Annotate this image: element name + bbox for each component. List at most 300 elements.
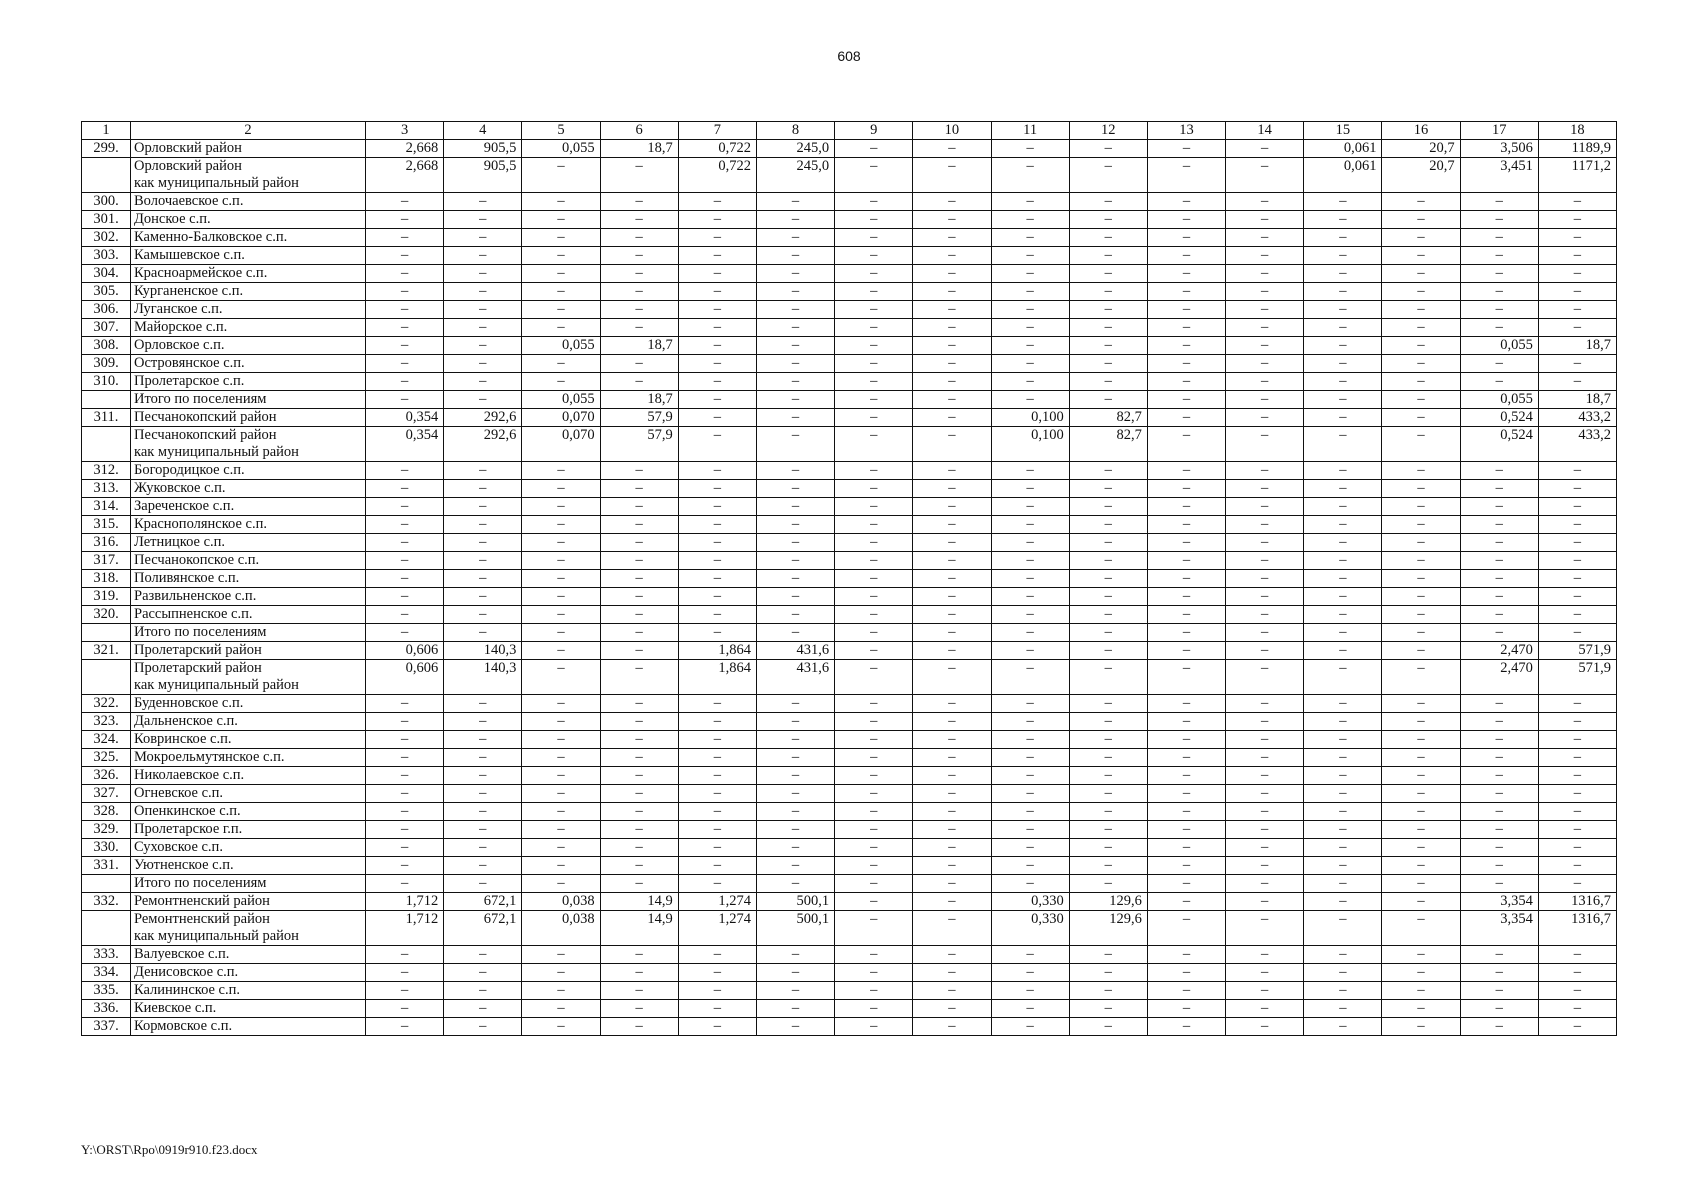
row-value: – <box>600 193 678 211</box>
row-value: – <box>1069 946 1147 964</box>
row-value: – <box>1069 713 1147 731</box>
row-value: – <box>522 552 600 570</box>
row-value: – <box>366 731 444 749</box>
row-value: – <box>1147 337 1225 355</box>
row-number: 308. <box>82 337 131 355</box>
row-value: – <box>1382 516 1460 534</box>
row-value: 0,330 <box>991 893 1069 911</box>
column-header: 17 <box>1460 122 1538 140</box>
row-value: – <box>991 713 1069 731</box>
row-value: – <box>835 391 913 409</box>
table-row <box>82 516 1617 534</box>
row-value: – <box>1382 624 1460 642</box>
row-value: – <box>1147 373 1225 391</box>
row-value: – <box>1382 982 1460 1000</box>
row-value: – <box>444 1000 522 1018</box>
row-value: – <box>1382 588 1460 606</box>
row-value: – <box>444 301 522 319</box>
row-value: – <box>366 821 444 839</box>
row-value: – <box>756 498 834 516</box>
row-number: 302. <box>82 229 131 247</box>
row-value: – <box>1147 588 1225 606</box>
row-value: – <box>913 695 991 713</box>
row-value: – <box>991 319 1069 337</box>
row-value: – <box>600 785 678 803</box>
row-value: – <box>756 1018 834 1036</box>
row-value: – <box>678 247 756 265</box>
row-value: – <box>522 498 600 516</box>
row-value: – <box>1069 391 1147 409</box>
row-value: 0,606 <box>366 642 444 660</box>
row-value: – <box>522 821 600 839</box>
row-number: 326. <box>82 767 131 785</box>
row-value: – <box>366 462 444 480</box>
row-value: – <box>1460 552 1538 570</box>
row-value: – <box>991 337 1069 355</box>
row-value: – <box>756 516 834 534</box>
row-number <box>82 660 131 695</box>
row-value: 292,6 <box>444 427 522 462</box>
column-header: 15 <box>1304 122 1382 140</box>
row-value: – <box>1226 193 1304 211</box>
row-value: – <box>678 695 756 713</box>
row-value: – <box>1382 462 1460 480</box>
file-path-footer: Y:\ORST\Rpo\0919r910.f23.docx <box>81 1142 258 1157</box>
row-value: – <box>522 319 600 337</box>
row-number: 318. <box>82 570 131 588</box>
row-value: – <box>1304 964 1382 982</box>
row-value: – <box>1069 140 1147 158</box>
row-value: – <box>678 803 756 821</box>
row-value: – <box>913 1000 991 1018</box>
row-value: – <box>991 498 1069 516</box>
row-value: – <box>756 982 834 1000</box>
row-value: – <box>913 839 991 857</box>
row-value: – <box>1460 373 1538 391</box>
row-value: – <box>756 193 834 211</box>
row-value: – <box>678 516 756 534</box>
row-value: – <box>1147 893 1225 911</box>
row-value: – <box>444 588 522 606</box>
row-value: – <box>1304 695 1382 713</box>
table-row <box>82 552 1617 570</box>
row-name: Красноармейское с.п. <box>131 265 366 283</box>
row-value: – <box>1538 964 1616 982</box>
row-value: – <box>991 1000 1069 1018</box>
row-value: – <box>1147 911 1225 946</box>
row-value: – <box>913 713 991 731</box>
row-value: – <box>1304 821 1382 839</box>
row-value: – <box>756 265 834 283</box>
row-value: – <box>835 427 913 462</box>
row-value: – <box>756 785 834 803</box>
row-value: 0,055 <box>522 140 600 158</box>
row-value: – <box>1226 803 1304 821</box>
row-value: 0,055 <box>522 337 600 355</box>
row-value: – <box>1460 301 1538 319</box>
table-row <box>82 462 1617 480</box>
row-value: – <box>913 355 991 373</box>
row-value: – <box>444 713 522 731</box>
row-value: – <box>913 767 991 785</box>
row-value: – <box>1226 301 1304 319</box>
row-value: – <box>366 319 444 337</box>
row-value: – <box>1304 642 1382 660</box>
column-header: 2 <box>131 122 366 140</box>
row-value: – <box>1069 229 1147 247</box>
row-value: – <box>366 534 444 552</box>
row-value: – <box>1069 498 1147 516</box>
row-value: 1,274 <box>678 893 756 911</box>
row-value: 18,7 <box>600 140 678 158</box>
row-value: – <box>1069 695 1147 713</box>
row-value: – <box>522 946 600 964</box>
row-value: – <box>991 946 1069 964</box>
row-name: Камышевское с.п. <box>131 247 366 265</box>
row-name: Поливянское с.п. <box>131 570 366 588</box>
row-value: 3,451 <box>1460 158 1538 193</box>
row-value: – <box>1147 301 1225 319</box>
row-value: – <box>366 265 444 283</box>
row-value: – <box>1147 265 1225 283</box>
row-value: – <box>366 839 444 857</box>
row-value: – <box>756 534 834 552</box>
row-value: – <box>835 713 913 731</box>
row-value: – <box>1304 427 1382 462</box>
row-value: – <box>678 839 756 857</box>
row-value: – <box>444 229 522 247</box>
row-value: – <box>835 283 913 301</box>
row-value: – <box>678 355 756 373</box>
row-value: – <box>1460 982 1538 1000</box>
column-header: 6 <box>600 122 678 140</box>
row-value: – <box>1460 247 1538 265</box>
row-value: – <box>913 373 991 391</box>
row-value: – <box>991 839 1069 857</box>
row-value: – <box>913 427 991 462</box>
row-value: – <box>1069 642 1147 660</box>
row-name: Огневское с.п. <box>131 785 366 803</box>
row-value: – <box>1304 839 1382 857</box>
row-value: 82,7 <box>1069 409 1147 427</box>
row-value: – <box>1382 767 1460 785</box>
table-row <box>82 193 1617 211</box>
row-value: – <box>1226 911 1304 946</box>
row-value: – <box>991 660 1069 695</box>
row-value: – <box>1304 534 1382 552</box>
row-value: – <box>366 785 444 803</box>
row-value: – <box>1460 749 1538 767</box>
column-header: 4 <box>444 122 522 140</box>
row-value: – <box>1226 534 1304 552</box>
row-value: – <box>1382 409 1460 427</box>
row-value: – <box>1382 893 1460 911</box>
row-value: – <box>600 606 678 624</box>
row-name: Итого по поселениям <box>131 875 366 893</box>
row-value: – <box>678 498 756 516</box>
row-value: – <box>444 695 522 713</box>
row-value: – <box>1538 534 1616 552</box>
row-value: – <box>1069 462 1147 480</box>
row-value: – <box>1226 606 1304 624</box>
row-number: 334. <box>82 964 131 982</box>
row-value: – <box>913 606 991 624</box>
row-value: – <box>1226 355 1304 373</box>
row-value: – <box>1226 749 1304 767</box>
row-value: – <box>1226 247 1304 265</box>
row-value: – <box>366 713 444 731</box>
row-value: – <box>1147 803 1225 821</box>
row-value: – <box>1538 803 1616 821</box>
row-value: – <box>522 301 600 319</box>
row-value: – <box>1460 462 1538 480</box>
row-value: – <box>522 247 600 265</box>
row-value: – <box>835 624 913 642</box>
data-table <box>81 121 1617 1036</box>
row-value: – <box>835 803 913 821</box>
row-value: – <box>1147 158 1225 193</box>
row-value: – <box>1460 265 1538 283</box>
row-number: 303. <box>82 247 131 265</box>
row-value: 0,100 <box>991 427 1069 462</box>
row-number: 316. <box>82 534 131 552</box>
row-value: – <box>1382 319 1460 337</box>
row-name: Орловский район <box>131 140 366 158</box>
row-value: – <box>1538 857 1616 875</box>
row-value: – <box>1304 462 1382 480</box>
row-value: – <box>1147 193 1225 211</box>
row-value: – <box>913 803 991 821</box>
row-value: – <box>522 857 600 875</box>
row-number: 311. <box>82 409 131 427</box>
table-row <box>82 480 1617 498</box>
row-value: – <box>678 964 756 982</box>
row-value: – <box>600 946 678 964</box>
row-value: – <box>444 767 522 785</box>
row-value: – <box>835 319 913 337</box>
row-value: – <box>522 516 600 534</box>
row-value: – <box>1304 1018 1382 1036</box>
row-value: – <box>756 839 834 857</box>
row-number: 317. <box>82 552 131 570</box>
row-value: – <box>1538 193 1616 211</box>
row-value: – <box>444 946 522 964</box>
row-value: – <box>1147 462 1225 480</box>
row-value: – <box>522 158 600 193</box>
row-value: – <box>1226 373 1304 391</box>
row-value: 0,070 <box>522 409 600 427</box>
row-name: Богородицкое с.п. <box>131 462 366 480</box>
row-value: – <box>444 283 522 301</box>
row-value: – <box>600 462 678 480</box>
row-value: – <box>1382 785 1460 803</box>
row-value: 0,722 <box>678 158 756 193</box>
row-value: – <box>444 211 522 229</box>
row-number <box>82 911 131 946</box>
row-value: – <box>522 211 600 229</box>
row-value: – <box>678 193 756 211</box>
column-header: 3 <box>366 122 444 140</box>
row-value: – <box>600 498 678 516</box>
row-value: – <box>366 606 444 624</box>
row-value: 82,7 <box>1069 427 1147 462</box>
row-name: Пролетарское с.п. <box>131 373 366 391</box>
row-value: – <box>913 301 991 319</box>
row-value: – <box>366 857 444 875</box>
row-value: – <box>1538 355 1616 373</box>
row-value: – <box>444 498 522 516</box>
row-value: – <box>1382 731 1460 749</box>
row-value: – <box>1304 480 1382 498</box>
row-value: – <box>600 355 678 373</box>
row-value: – <box>991 803 1069 821</box>
row-value: – <box>1538 946 1616 964</box>
row-value: 140,3 <box>444 660 522 695</box>
row-value: – <box>1226 785 1304 803</box>
row-value: – <box>756 301 834 319</box>
row-value: – <box>1069 1018 1147 1036</box>
table-row <box>82 498 1617 516</box>
row-value: 57,9 <box>600 409 678 427</box>
row-name: Волочаевское с.п. <box>131 193 366 211</box>
row-value: – <box>1538 319 1616 337</box>
row-value: – <box>835 158 913 193</box>
row-value: – <box>444 355 522 373</box>
row-value: – <box>1538 713 1616 731</box>
row-name: Курганенское с.п. <box>131 283 366 301</box>
row-value: – <box>366 283 444 301</box>
row-value: – <box>1147 875 1225 893</box>
table-row <box>82 982 1617 1000</box>
row-value: – <box>1147 247 1225 265</box>
row-value: – <box>1538 283 1616 301</box>
row-value: – <box>1226 875 1304 893</box>
row-value: – <box>522 767 600 785</box>
row-value: 0,100 <box>991 409 1069 427</box>
row-value: – <box>756 857 834 875</box>
row-name: Пролетарский район <box>131 642 366 660</box>
row-value: – <box>1147 946 1225 964</box>
row-number: 320. <box>82 606 131 624</box>
row-value: – <box>600 1018 678 1036</box>
row-value: – <box>366 875 444 893</box>
row-value: – <box>444 462 522 480</box>
row-value: – <box>991 642 1069 660</box>
row-value: – <box>600 319 678 337</box>
row-value: – <box>1069 588 1147 606</box>
row-name: Кормовское с.п. <box>131 1018 366 1036</box>
row-value: – <box>522 193 600 211</box>
row-value: – <box>678 319 756 337</box>
row-value: – <box>835 588 913 606</box>
row-number: 301. <box>82 211 131 229</box>
row-value: – <box>756 606 834 624</box>
row-value: – <box>444 839 522 857</box>
row-value: – <box>835 337 913 355</box>
row-value: – <box>1382 391 1460 409</box>
row-number: 304. <box>82 265 131 283</box>
row-value: – <box>1382 283 1460 301</box>
row-value: – <box>1538 211 1616 229</box>
row-value: – <box>1069 803 1147 821</box>
row-value: 431,6 <box>756 642 834 660</box>
row-value: – <box>444 749 522 767</box>
row-value: – <box>835 301 913 319</box>
row-value: – <box>600 713 678 731</box>
row-value: – <box>913 875 991 893</box>
row-value: – <box>1382 911 1460 946</box>
row-value: – <box>678 427 756 462</box>
row-value: – <box>1538 301 1616 319</box>
row-value: – <box>1304 265 1382 283</box>
row-value: 500,1 <box>756 893 834 911</box>
row-value: – <box>991 247 1069 265</box>
row-value: 20,7 <box>1382 140 1460 158</box>
row-value: – <box>756 480 834 498</box>
row-value: – <box>1382 857 1460 875</box>
row-value: – <box>1147 713 1225 731</box>
row-value: – <box>600 1000 678 1018</box>
row-value: – <box>444 193 522 211</box>
row-value: – <box>1538 839 1616 857</box>
row-value: – <box>835 462 913 480</box>
table-row <box>82 606 1617 624</box>
row-value: – <box>522 570 600 588</box>
row-number <box>82 427 131 462</box>
row-number: 305. <box>82 283 131 301</box>
row-number: 329. <box>82 821 131 839</box>
row-value: – <box>1069 839 1147 857</box>
row-value: – <box>1382 803 1460 821</box>
row-value: – <box>600 229 678 247</box>
row-value: – <box>678 391 756 409</box>
row-value: – <box>366 337 444 355</box>
row-value: – <box>1460 283 1538 301</box>
row-value: – <box>913 140 991 158</box>
row-value: – <box>756 409 834 427</box>
row-value: – <box>678 211 756 229</box>
row-value: – <box>1382 355 1460 373</box>
row-value: – <box>1382 211 1460 229</box>
row-value: – <box>1069 158 1147 193</box>
row-value: – <box>1304 606 1382 624</box>
row-value: – <box>1069 624 1147 642</box>
row-value: – <box>991 229 1069 247</box>
column-header: 14 <box>1226 122 1304 140</box>
row-value: – <box>1460 875 1538 893</box>
row-value: – <box>678 301 756 319</box>
row-value: – <box>522 1000 600 1018</box>
table-row <box>82 857 1617 875</box>
row-value: – <box>835 193 913 211</box>
row-value: – <box>678 265 756 283</box>
row-value: – <box>991 140 1069 158</box>
row-name: Донское с.п. <box>131 211 366 229</box>
table-row <box>82 265 1617 283</box>
row-value: 571,9 <box>1538 660 1616 695</box>
row-value: – <box>1304 946 1382 964</box>
row-value: – <box>1226 713 1304 731</box>
row-value: – <box>1538 498 1616 516</box>
row-value: – <box>1460 857 1538 875</box>
row-value: – <box>1460 498 1538 516</box>
row-value: – <box>835 893 913 911</box>
row-value: – <box>1538 749 1616 767</box>
row-value: 292,6 <box>444 409 522 427</box>
row-value: – <box>1382 552 1460 570</box>
row-value: – <box>835 534 913 552</box>
table-row <box>82 373 1617 391</box>
